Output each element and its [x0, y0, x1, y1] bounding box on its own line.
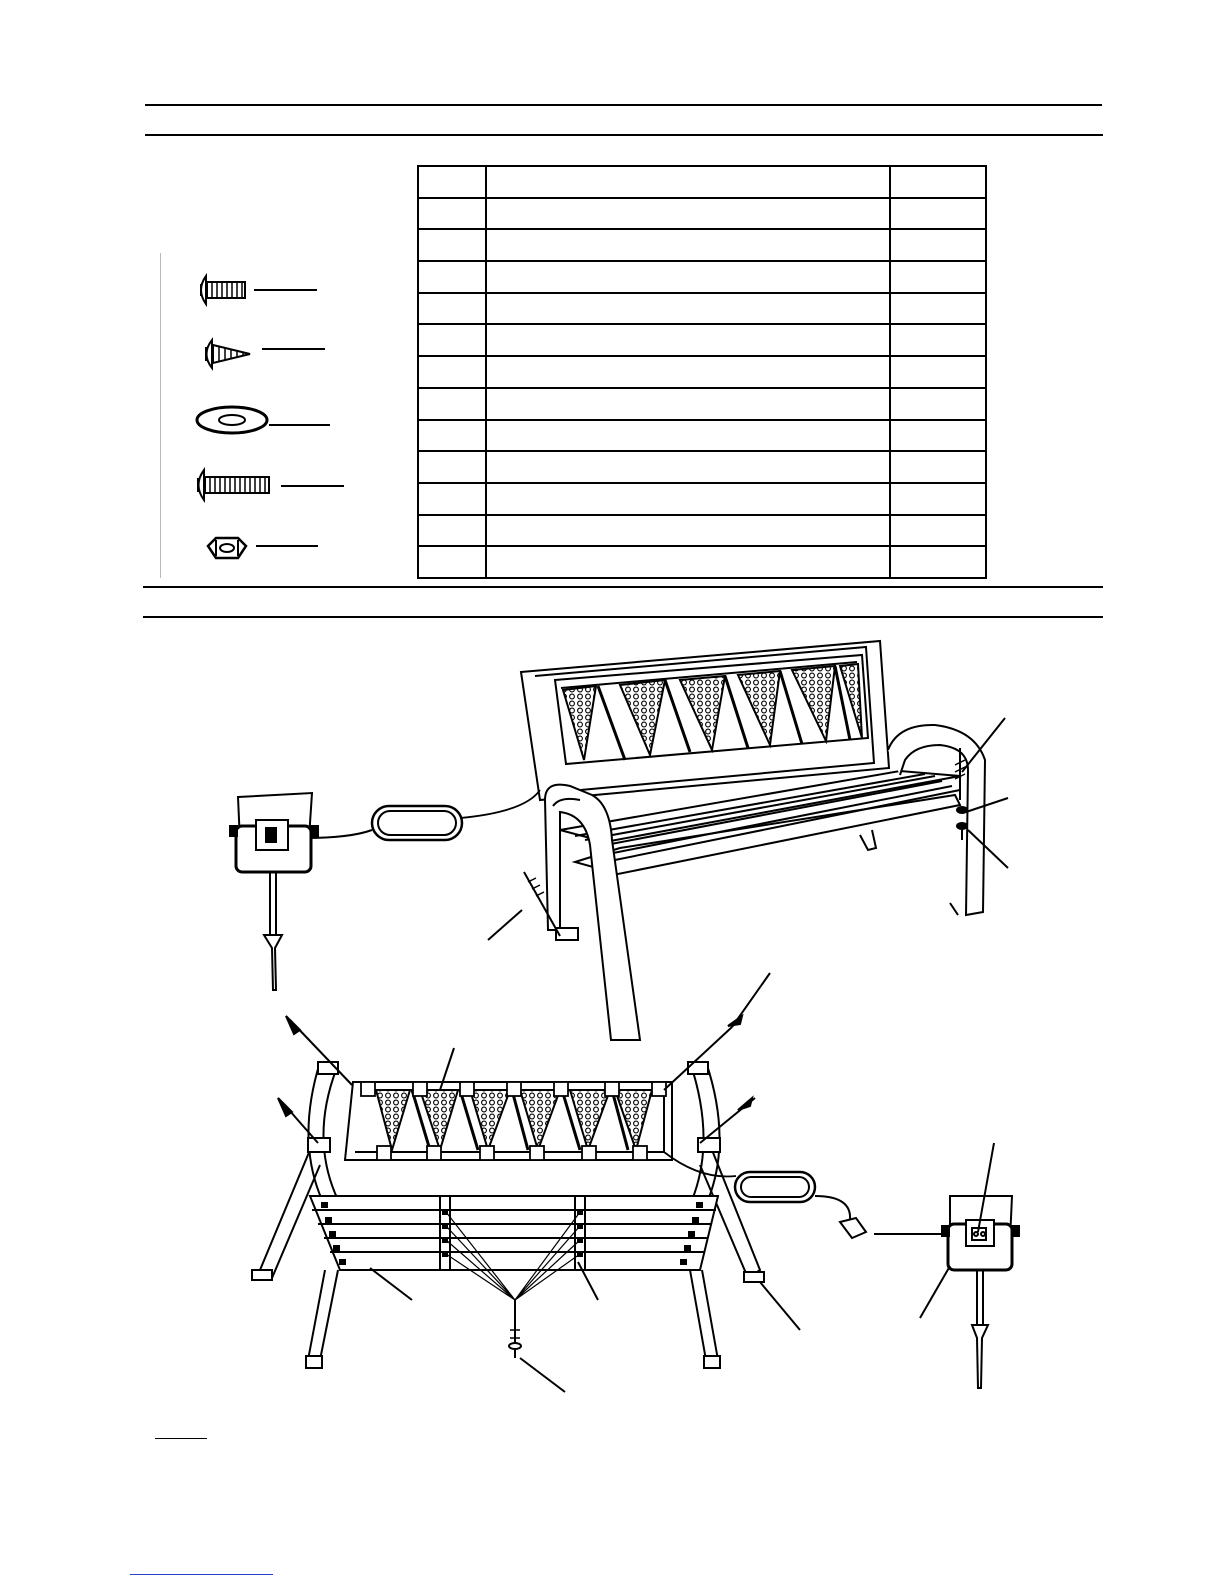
note-underline	[155, 1438, 207, 1439]
wood-screw-icon	[206, 340, 325, 368]
solar-panel-stake-icon	[230, 793, 318, 990]
machine-screw-icon	[201, 276, 317, 304]
bench-underside-illustration	[252, 973, 944, 1392]
solar-panel-stake-right-icon	[920, 1143, 1019, 1388]
long-bolt-icon	[198, 470, 344, 500]
hex-nut-icon	[208, 538, 318, 558]
flat-washer-icon	[197, 407, 330, 433]
footer-link-underline[interactable]	[130, 1574, 273, 1575]
assembled-bench-illustration	[305, 641, 1008, 1040]
